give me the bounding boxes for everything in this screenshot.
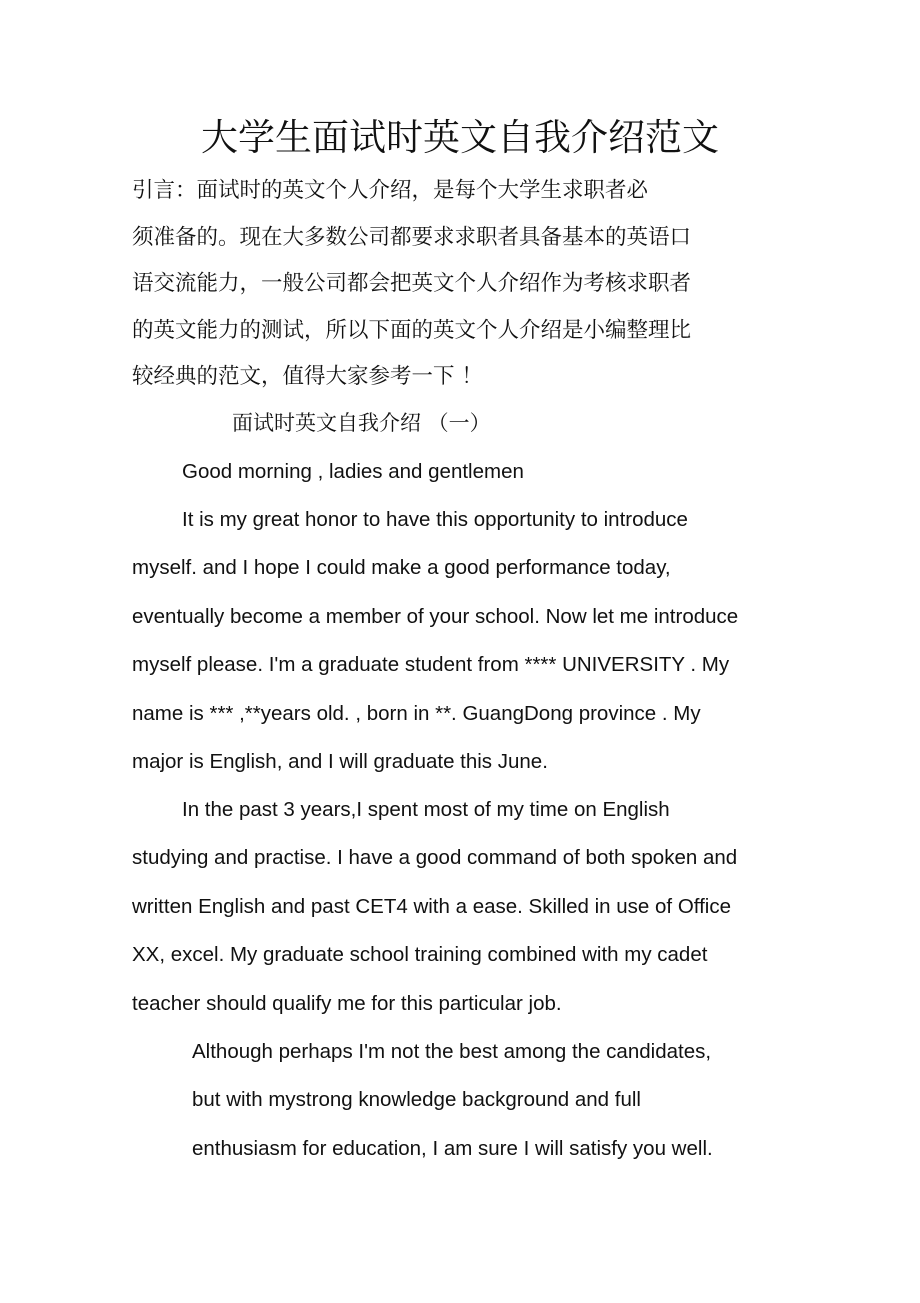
paragraph-intro <box>132 496 738 786</box>
section-heading: 面试时英文自我介绍 （一） <box>232 411 491 435</box>
intro-line: 较经典的范文，值得大家参考一下 ！ <box>132 364 483 390</box>
paragraph-line: Although perhaps I'm not the best among the candidates, <box>192 1040 712 1063</box>
paragraph-closing <box>192 1028 713 1173</box>
greeting-line <box>182 448 524 496</box>
greeting-text: Good morning , ladies and gentlemen <box>182 460 524 483</box>
intro-line: 语交流能力，一般公司都会把英文个人介绍作为考核求职者 <box>132 271 692 297</box>
paragraph-line: teacher should qualify me for this particular job. <box>132 991 562 1015</box>
paragraph-line: XX, excel. My graduate school training combined with my cadet <box>132 943 708 967</box>
paragraph-line: myself. and I hope I could make a good performance today, <box>132 556 671 580</box>
intro-paragraph <box>132 168 772 401</box>
paragraph-line: but with mystrong knowledge background and full <box>192 1088 641 1112</box>
intro-line: 须准备的。现在大多数公司都要求求职者具备基本的英语口 <box>132 224 692 250</box>
paragraph-line: It is my great honor to have this opportunity to introduce <box>182 508 688 531</box>
intro-line: 引言：面试时的英文个人介绍，是每个大学生求职者必 <box>132 178 649 203</box>
paragraph-line: studying and practise. I have a good command of both spoken and <box>132 846 738 870</box>
paragraph-experience <box>132 786 737 1028</box>
paragraph-line: myself please. I'm a graduate student from **** UNIVERSITY . My <box>132 653 730 677</box>
paragraph-line: major is English, and I will graduate this June. <box>132 749 548 773</box>
paragraph-line: eventually become a member of your school. Now let me introduce <box>132 604 739 628</box>
paragraph-line: written English and past CET4 with a ease. Skilled in use of Office <box>132 894 731 918</box>
paragraph-line: enthusiasm for education, I am sure I will satisfy you well. <box>192 1136 713 1160</box>
paragraph-line: In the past 3 years,I spent most of my time on English <box>182 798 670 821</box>
document-title: 大学生面试时英文自我介绍范文 <box>201 116 719 159</box>
paragraph-line: name is *** ,**years old. , born in **. GuangDong province . My <box>132 701 701 725</box>
intro-line: 的英文能力的测试，所以下面的英文个人介绍是小编整理比 <box>132 317 692 343</box>
